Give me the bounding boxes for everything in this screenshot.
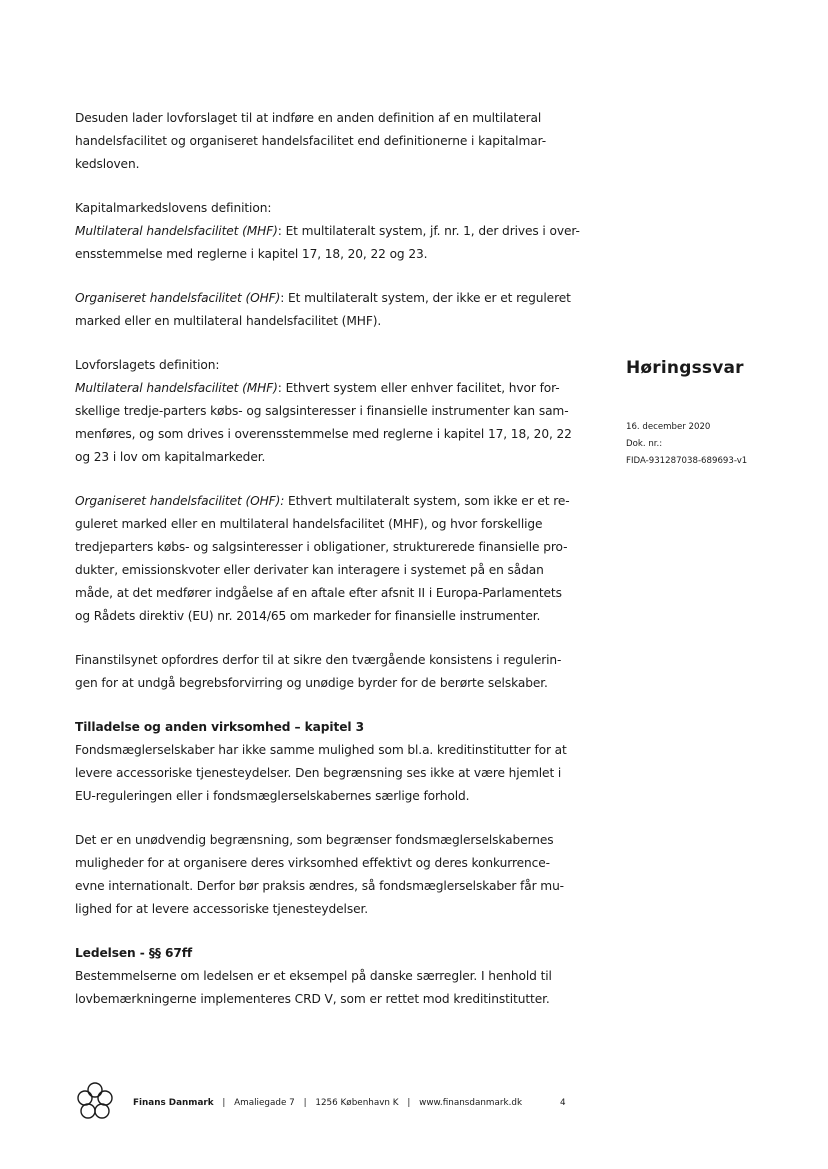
definition-text: : Et multilateralt system, jf. nr. 1, der drives i over-: [277, 224, 580, 238]
text-line: ensstemmelse med reglerne i kapitel 17, 18, 20, 22 og 23.: [75, 247, 428, 261]
text-line: Fondsmæglerselskaber har ikke samme mulighed som bl.a. kreditinstitutter for at: [75, 743, 567, 757]
text-line: menføres, og som drives i overensstemmelse med reglerne i kapitel 17, 18, 20, 22: [75, 427, 572, 441]
footer-brand: Finans Danmark: [133, 1098, 214, 1108]
document-number-label: Dok. nr.:: [626, 439, 663, 449]
document-body: [75, 107, 580, 1032]
finans-danmark-logo-icon: [75, 1080, 115, 1124]
footer-separator: |: [222, 1098, 226, 1108]
definition-text: : Et multilateralt system, der ikke er et reguleret: [280, 291, 571, 305]
page-number: 4: [560, 1098, 566, 1108]
text-line: Finanstilsynet opfordres derfor til at sikre den tværgående konsistens i regulerin-: [75, 653, 562, 667]
defined-term: Organiseret handelsfacilitet (OHF): [75, 291, 281, 305]
defined-term: Organiseret handelsfacilitet (OHF):: [75, 494, 285, 508]
section-heading: Tilladelse og anden virksomhed – kapitel 3: [75, 720, 364, 734]
text-line: måde, at det medfører indgåelse af en aftale efter afsnit II i Europa-Parlamentets: [75, 586, 562, 600]
text-line: kedsloven.: [75, 157, 140, 171]
text-line: Desuden lader lovforslaget til at indføre en anden definition af en multilateral: [75, 111, 542, 125]
text-line: muligheder for at organisere deres virksomhed effektivt og deres konkurrence-: [75, 856, 550, 870]
paragraph-bill-definition: [75, 354, 575, 469]
text-line: og 23 i lov om kapitalmarkeder.: [75, 450, 266, 464]
definition-text: Ethvert multilateralt system, som ikke er et re-: [284, 494, 570, 508]
text-line: marked eller en multilateral handelsfacilitet (MHF).: [75, 314, 382, 328]
document-date: 16. december 2020: [626, 422, 711, 432]
text-line: lighed for at levere accessoriske tjenesteydelser.: [75, 902, 369, 916]
text-line: Lovforslagets definition:: [75, 358, 220, 372]
defined-term: Multilateral handelsfacilitet (MHF): [75, 381, 278, 395]
document-type-title: Høringssvar: [626, 358, 744, 378]
section-permission: [75, 716, 575, 808]
text-line: [75, 377, 575, 400]
text-line: guleret marked eller en multilateral handelsfacilitet (MHF), og hvor forskellige: [75, 517, 543, 531]
paragraph-intro: [75, 107, 575, 176]
footer-website-link[interactable]: www.finansdanmark.dk: [419, 1098, 523, 1108]
paragraph-restriction: [75, 829, 575, 921]
footer-street: Amaliegade 7: [234, 1098, 295, 1108]
footer-separator: |: [303, 1098, 307, 1108]
text-line: tredjeparters købs- og salgsinteresser i obligationer, strukturerede finansielle pro-: [75, 540, 568, 554]
defined-term: Multilateral handelsfacilitet (MHF): [75, 224, 278, 238]
text-line: Bestemmelserne om ledelsen er et eksempel på danske særregler. I henhold til: [75, 969, 552, 983]
text-line: evne internationalt. Derfor bør praksis ændres, så fondsmæglerselskaber får mu-: [75, 879, 564, 893]
footer-address: [133, 1098, 522, 1108]
section-heading: Ledelsen - §§ 67ff: [75, 946, 193, 960]
paragraph-ohf-definition: [75, 287, 575, 333]
text-line: [75, 287, 575, 310]
document-number: FIDA-931287038-689693-v1: [626, 456, 748, 466]
text-line: lovbemærkningerne implementeres CRD V, som er rettet mod kreditinstitutter.: [75, 992, 550, 1006]
text-line: EU-reguleringen eller i fondsmæglerselskabernes særlige forhold.: [75, 789, 470, 803]
paragraph-bill-ohf-definition: [75, 490, 575, 628]
document-meta-sidebar: [626, 358, 806, 470]
footer-city: 1256 København K: [315, 1098, 399, 1108]
section-management: [75, 942, 575, 1011]
text-line: og Rådets direktiv (EU) nr. 2014/65 om markeder for finansielle instrumenter.: [75, 609, 541, 623]
text-line: [75, 220, 580, 243]
text-line: dukter, emissionskvoter eller derivater kan interagere i systemet på en sådan: [75, 563, 544, 577]
definition-text: : Ethvert system eller enhver facilitet, hvor for-: [277, 381, 560, 395]
footer-separator: |: [407, 1098, 411, 1108]
text-line: Kapitalmarkedslovens definition:: [75, 201, 272, 215]
paragraph-recommendation: [75, 649, 575, 695]
text-line: skellige tredje-parters købs- og salgsinteresser i finansielle instrumenter kan sam-: [75, 404, 569, 418]
text-line: handelsfacilitet og organiseret handelsfacilitet end definitionerne i kapitalmar-: [75, 134, 547, 148]
paragraph-capital-markets-definition: [75, 197, 580, 266]
text-line: levere accessoriske tjenesteydelser. Den begrænsning ses ikke at være hjemlet i: [75, 766, 562, 780]
text-line: [75, 490, 575, 513]
text-line: gen for at undgå begrebsforvirring og unødige byrder for de berørte selskaber.: [75, 676, 548, 690]
text-line: Det er en unødvendig begrænsning, som begrænser fondsmæglerselskabernes: [75, 833, 554, 847]
page-footer: [75, 1080, 595, 1124]
